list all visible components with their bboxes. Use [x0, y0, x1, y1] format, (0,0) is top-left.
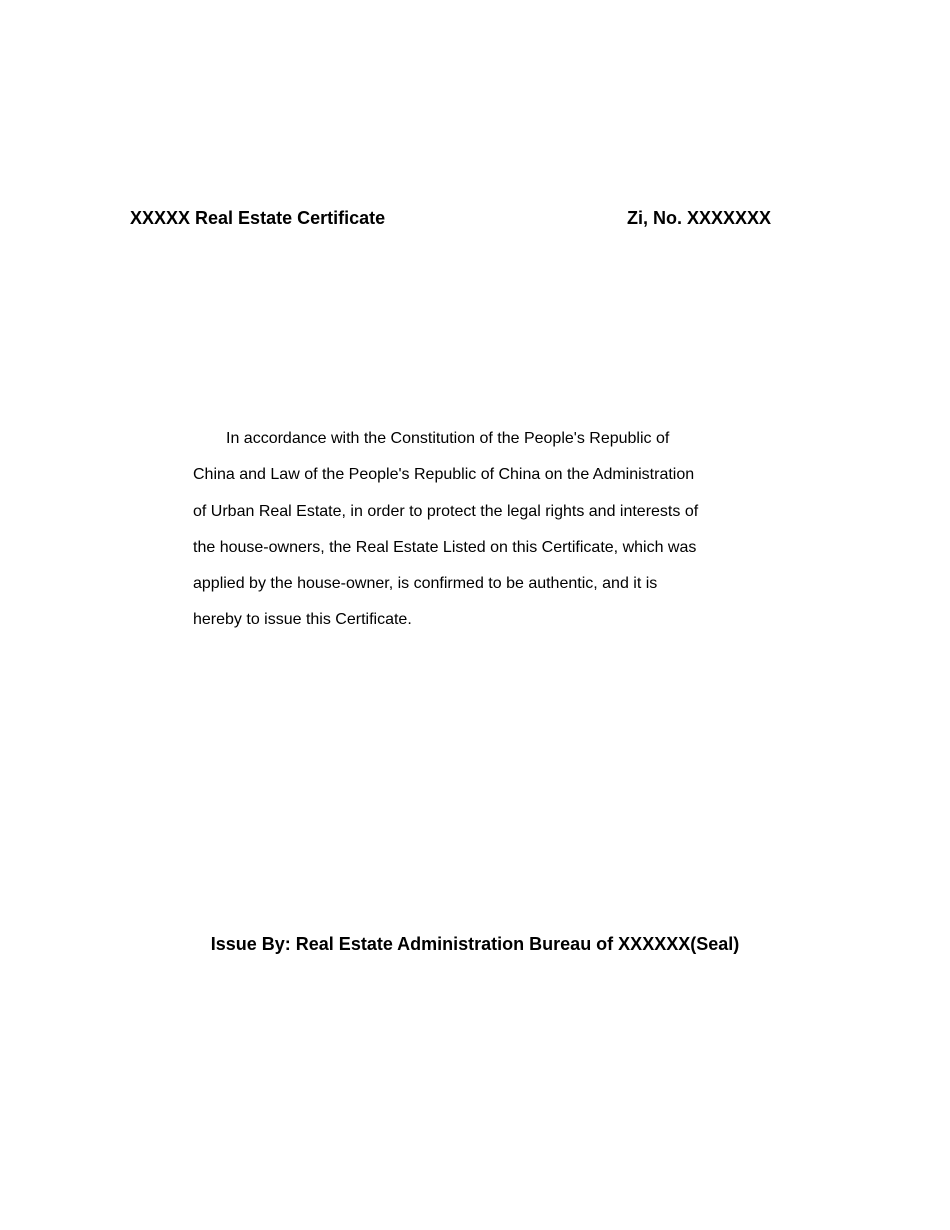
statement-line: applied by the house-owner, is confirmed to be authentic, and it is [193, 575, 658, 593]
certificate-statement [193, 421, 705, 639]
statement-line: China and Law of the People's Republic of China on the Administration [193, 466, 695, 484]
certificate-title: XXXXX Real Estate Certificate [130, 208, 386, 228]
issuing-authority: Issue By: Real Estate Administration Bureau of XXXXXX(Seal) [210, 934, 740, 954]
statement-line: the house-owners, the Real Estate Listed on this Certificate, which was [193, 538, 697, 556]
certificate-number: Zi, No. XXXXXXX [627, 208, 772, 228]
statement-line: In accordance with the Constitution of the People's Republic of [226, 430, 670, 447]
statement-line: hereby to issue this Certificate. [193, 611, 412, 629]
statement-line: of Urban Real Estate, in order to protect the legal rights and interests of [193, 502, 699, 520]
